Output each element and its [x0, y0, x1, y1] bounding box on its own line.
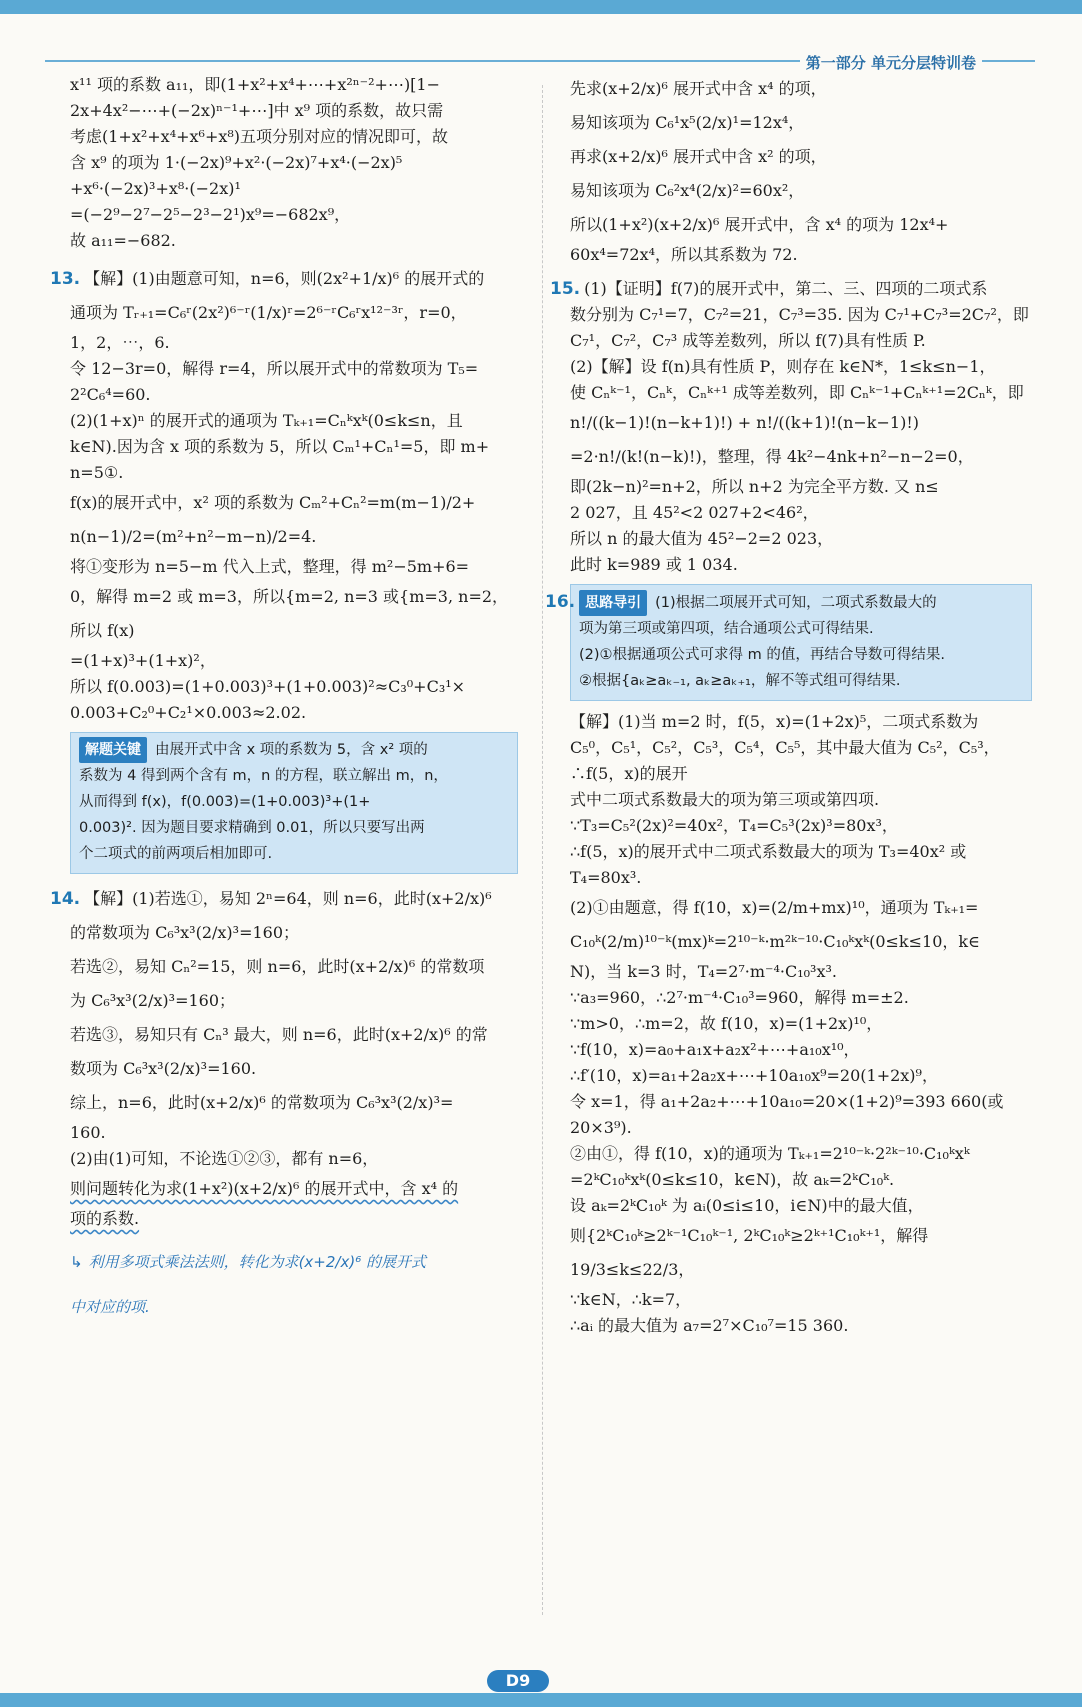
text-line: ②由①，得 f(10，x)的通项为 Tₖ₊₁=2¹⁰⁻ᵏ·2²ᵏ⁻¹⁰·C₁₀ᵏxᵏ [570, 1144, 970, 1163]
text-line: f(x)的展开式中，x² 项的系数为 Cₘ²+Cₙ²=m(m−1)/2+ [70, 493, 476, 512]
text-line: ∵a₃=960，∴2⁷·m⁻⁴·C₁₀³=960，解得 m=±2. [570, 988, 909, 1007]
text-line: 含 x⁹ 的项为 1·(−2x)⁹+x²·(−2x)⁷+x⁴·(−2x)⁵ [70, 153, 403, 172]
text-line: 使 Cₙᵏ⁻¹，Cₙᵏ，Cₙᵏ⁺¹ 成等差数列，即 Cₙᵏ⁻¹+Cₙᵏ⁺¹=2Cₙᵏ，即 [570, 383, 1024, 402]
text-line: N)，当 k=3 时，T₄=2⁷·m⁻⁴·C₁₀³x³. [570, 962, 837, 981]
text-line: C₁₀ᵏ(2/m)¹⁰⁻ᵏ(mx)ᵏ=2¹⁰⁻ᵏ·m²ᵏ⁻¹⁰·C₁₀ᵏxᵏ(0≤k≤10，k∈ [570, 932, 980, 951]
text-line: 所以 n 的最大值为 45²−2=2 023， [570, 529, 834, 548]
text-line: 60x⁴=72x⁴，所以其系数为 72. [570, 245, 798, 264]
text-line: 2²C₆⁴=60. [70, 385, 151, 404]
text-line: 数分别为 C₇¹=7，C₇²=21，C₇³=35. 因为 C₇¹+C₇³=2C₇²，即 [570, 305, 1029, 324]
text-line: (2)①由题意，得 f(10，x)=(2/m+mx)¹⁰，通项为 Tₖ₊₁= [570, 898, 979, 917]
text-line: 的常数项为 C₆³x³(2/x)³=160； [70, 923, 300, 942]
text-line: ∴f(5，x)的展开式中二项式系数最大的项为 T₃=40x² 或 [570, 842, 967, 861]
text-line: 故 a₁₁=−682. [70, 231, 176, 250]
text-line: 再求(x+2/x)⁶ 展开式中含 x² 的项， [570, 147, 827, 166]
text-line: C₇¹，C₇²，C₇³ 成等差数列，所以 f(7)具有性质 P. [570, 331, 926, 350]
page-number-badge: D9 [487, 1670, 549, 1692]
question-number: 13. [50, 269, 81, 289]
text-line: 先求(x+2/x)⁶ 展开式中含 x⁴ 的项， [570, 79, 827, 98]
text-line: 个二项式的前两项后相加即可. [79, 846, 273, 862]
text-line: ②根据{aₖ≥aₖ₋₁, aₖ≥aₖ₊₁，解不等式组可得结果. [579, 673, 901, 689]
text-line: ∴f′(10，x)=a₁+2a₂x+⋯+10a₁₀x⁹=20(1+2x)⁹， [570, 1066, 938, 1085]
text-line: 2x+4x²−⋯+(−2x)ⁿ⁻¹+⋯]中 x⁹ 项的系数，故只需 [70, 101, 444, 120]
bottom-border-bar [0, 1693, 1082, 1707]
text-line: 易知该项为 C₆¹x⁵(2/x)¹=12x⁴， [570, 113, 805, 132]
text-line: 【解】(1)若选①，易知 2ⁿ=64，则 n=6，此时(x+2/x)⁶ [84, 889, 492, 908]
question-number: 14. [50, 889, 81, 909]
question-number: 16. [545, 592, 576, 612]
text-line: x¹¹ 项的系数 a₁₁，即(1+x²+x⁴+⋯+x²ⁿ⁻²+⋯)[1− [70, 75, 441, 94]
note-line: 利用多项式乘法法则，转化为求(x+2/x)⁶ 的展开式 [88, 1253, 426, 1271]
text-line: (2)由(1)可知，不论选①②③，都有 n=6， [70, 1149, 379, 1168]
text-line: ∵k∈N，∴k=7， [570, 1290, 692, 1309]
question-16 [570, 709, 1032, 1339]
question-14 [50, 882, 518, 1232]
text-line: 2 027，且 45²<2 027+2<46²， [570, 503, 819, 522]
text-line: C₅⁰，C₅¹，C₅²，C₅³，C₅⁴，C₅⁵，其中最大值为 C₅²，C₅³，∴f(5，x)的展开 [570, 738, 1000, 783]
q14-continuation [570, 72, 1032, 268]
top-border-bar [0, 0, 1082, 14]
text-line: =(−2⁹−2⁷−2⁵−2³−2¹)x⁹=−682x⁹， [70, 205, 351, 224]
text-line: 0.003)². 因为题目要求精确到 0.01，所以只要写出两 [79, 820, 425, 836]
question-13 [50, 262, 518, 726]
question-number: 15. [550, 279, 581, 299]
text-line: ∵f(10，x)=a₀+a₁x+a₂x²+⋯+a₁₀x¹⁰， [570, 1040, 860, 1059]
text-line: 【解】(1)当 m=2 时，f(5，x)=(1+2x)⁵，二项式系数为 [570, 712, 979, 731]
text-line: 若选②，易知 Cₙ²=15，则 n=6，此时(x+2/x)⁶ 的常数项 [70, 957, 485, 976]
hint-tag: 思路导引 [579, 590, 647, 616]
arrow-icon: ↳ [70, 1253, 83, 1271]
text-line: 综上，n=6，此时(x+2/x)⁶ 的常数项为 C₆³x³(2/x)³= [70, 1093, 454, 1112]
text-line: (2)【解】设 f(n)具有性质 P，则存在 k∈N*，1≤k≤n−1， [570, 357, 996, 376]
text-line: 项的系数. [70, 1209, 140, 1228]
text-line: n=5①. [70, 463, 124, 482]
text-line: 160. [70, 1123, 106, 1142]
text-line: ∵T₃=C₅²(2x)²=40x²，T₄=C₅³(2x)³=80x³， [570, 816, 898, 835]
running-header: 第一部分 单元分层特训卷 [800, 52, 982, 73]
text-line: 令 x=1，得 a₁+2a₂+⋯+10a₁₀=20×(1+2)⁹=393 660(或 [570, 1092, 1004, 1111]
column-divider [542, 85, 543, 1615]
text-line: k∈N).因为含 x 项的系数为 5，所以 Cₘ¹+Cₙ¹=5，即 m+ [70, 437, 490, 456]
text-line: =2·n!/(k!(n−k)!)，整理，得 4k²−4nk+n²−n−2=0， [570, 447, 974, 466]
text-line: ∴aᵢ 的最大值为 a₇=2⁷×C₁₀⁷=15 360. [570, 1316, 849, 1335]
right-column [545, 72, 1032, 1339]
key-point-tag: 解题关键 [79, 737, 147, 763]
text-line: (1)【证明】f(7)的展开式中，第二、三、四项的二项式系 [584, 279, 988, 298]
text-line: 所以 f(0.003)=(1+0.003)³+(1+0.003)²≈C₃⁰+C₃¹× [70, 677, 466, 696]
text-line: 式中二项式系数最大的项为第三项或第四项. [570, 790, 880, 809]
text-line: 设 aₖ=2ᵏC₁₀ᵏ 为 aᵢ(0≤i≤10，i∈N)中的最大值， [570, 1196, 924, 1215]
text-line: +x⁶·(−2x)³+x⁸·(−2x)¹ [70, 179, 241, 198]
text-line: (2)(1+x)ⁿ 的展开式的通项为 Tₖ₊₁=Cₙᵏxᵏ(0≤k≤n，且 [70, 411, 463, 430]
text-line: 将①变形为 n=5−m 代入上式，整理，得 m²−5m+6= [70, 557, 470, 576]
text-line: =(1+x)³+(1+x)²， [70, 651, 216, 670]
text-line: 即(2k−n)²=n+2，所以 n+2 为完全平方数. 又 n≤ [570, 477, 939, 496]
text-line: 则问题转化为求(1+x²)(x+2/x)⁶ 的展开式中，含 x⁴ 的 [70, 1179, 459, 1198]
text-line: n!/((k−1)!(n−k+1)!) + n!/((k+1)!(n−k−1)!) [570, 413, 919, 432]
text-line: 所以(1+x²)(x+2/x)⁶ 展开式中，含 x⁴ 的项为 12x⁴+ [570, 215, 949, 234]
text-line: 此时 k=989 或 1 034. [570, 555, 738, 574]
text-line: 通项为 Tᵣ₊₁=C₆ʳ(2x²)⁶⁻ʳ(1/x)ʳ=2⁶⁻ʳC₆ʳx¹²⁻³ʳ，r=0， [70, 303, 467, 322]
text-line: 【解】(1)由题意可知，n=6，则(2x²+1/x)⁶ 的展开式的 [84, 269, 485, 288]
text-line: 0.003+C₂⁰+C₂¹×0.003≈2.02. [70, 703, 307, 722]
text-line: 由展开式中含 x 项的系数为 5，含 x² 项的 [155, 742, 428, 758]
text-line: (2)①根据通项公式可求得 m 的值，再结合导数可得结果. [579, 647, 945, 663]
text-line: 1，2，⋯，6. [70, 333, 170, 352]
note-line: 中对应的项. [70, 1298, 150, 1316]
text-line: 数项为 C₆³x³(2/x)³=160. [70, 1059, 257, 1078]
text-line: =2ᵏC₁₀ᵏxᵏ(0≤k≤10，k∈N)，故 aₖ=2ᵏC₁₀ᵏ. [570, 1170, 895, 1189]
handwritten-note [70, 1247, 518, 1322]
q12-continuation [70, 72, 518, 254]
text-line: 令 12−3r=0，解得 r=4，所以展开式中的常数项为 T₅= [70, 359, 479, 378]
text-line: 若选③，易知只有 Cₙ³ 最大，则 n=6，此时(x+2/x)⁶ 的常 [70, 1025, 488, 1044]
text-line: 为 C₆³x³(2/x)³=160； [70, 991, 236, 1010]
text-line: 从而得到 f(x)，f(0.003)=(1+0.003)³+(1+ [79, 794, 371, 810]
text-line: 项为第三项或第四项，结合通项公式可得结果. [579, 621, 874, 637]
text-line: n(n−1)/2=(m²+n²−m−n)/2=4. [70, 527, 317, 546]
text-line: 考虑(1+x²+x⁴+x⁶+x⁸)五项分别对应的情况即可，故 [70, 127, 449, 146]
text-line: 易知该项为 C₆²x⁴(2/x)²=60x²， [570, 181, 805, 200]
text-line: 则{2ᵏC₁₀ᵏ≥2ᵏ⁻¹C₁₀ᵏ⁻¹, 2ᵏC₁₀ᵏ≥2ᵏ⁺¹C₁₀ᵏ⁺¹，解得 19/3≤k≤22/3， [570, 1226, 934, 1279]
text-line: (1)根据二项展开式可知，二项式系数最大的 [655, 595, 937, 611]
key-point-box [70, 732, 518, 874]
text-line: T₄=80x³. [570, 868, 642, 887]
hint-box [545, 584, 1032, 701]
text-line: ∵m>0，∴m=2，故 f(10，x)=(1+2x)¹⁰， [570, 1014, 883, 1033]
text-line: 0，解得 m=2 或 m=3，所以{m=2, n=3 或{m=3, n=2，所以 f(x) [70, 587, 509, 640]
question-15 [550, 276, 1032, 578]
left-column [50, 72, 518, 1337]
text-line: 20×3⁹). [570, 1118, 632, 1137]
text-line: 系数为 4 得到两个含有 m，n 的方程，联立解出 m，n， [79, 768, 448, 784]
